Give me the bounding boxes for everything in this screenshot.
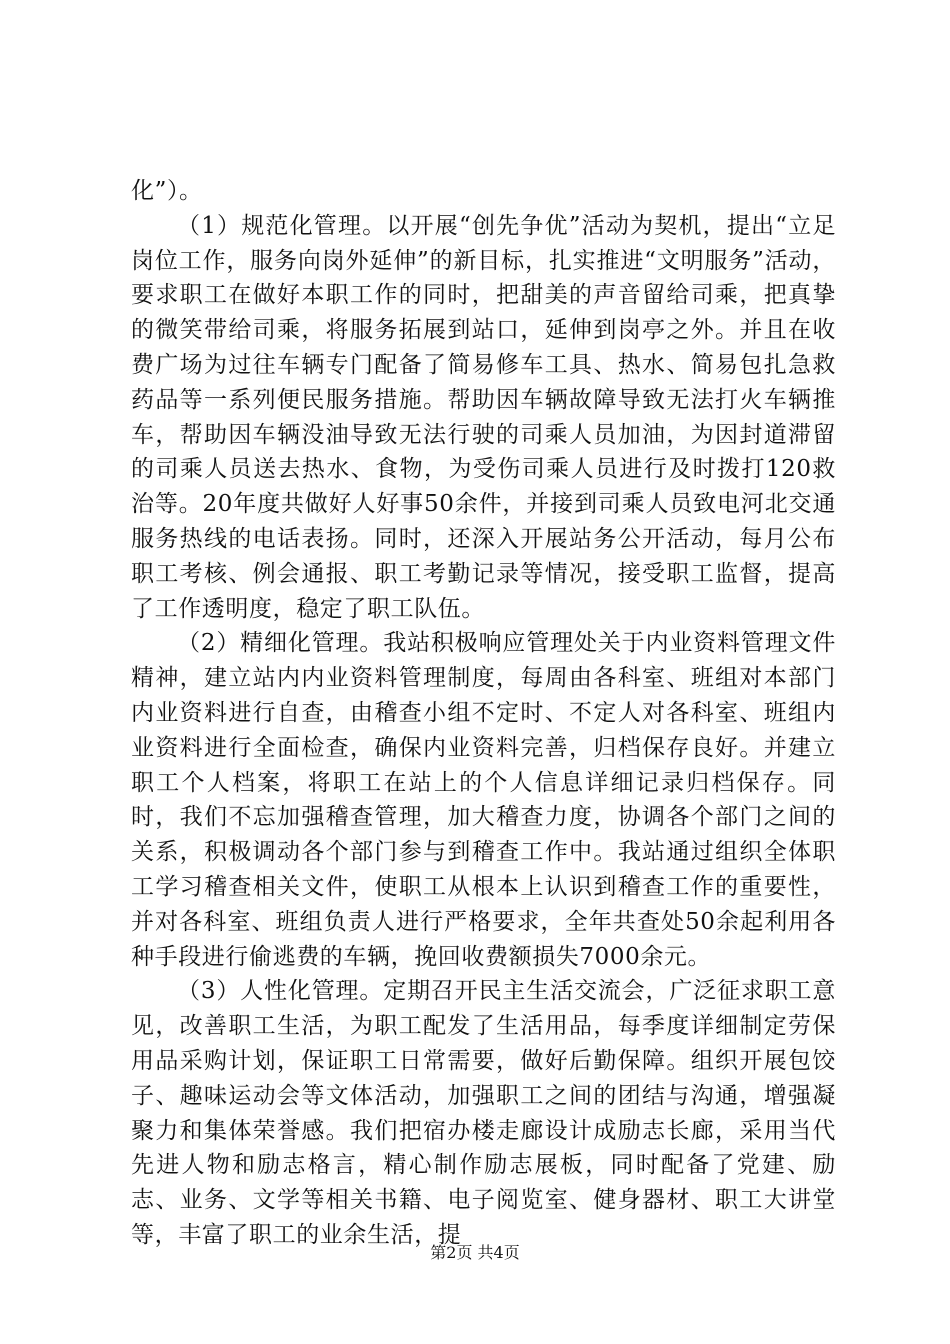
document-body [131,174,836,1253]
paragraph-continuation: 化”）。 [131,178,203,204]
paragraph-standardized-management: （1）规范化管理。以开展“创先争优”活动为契机，提出“立足岗位工作，服务向岗外延伸”的新目标，扎实推进“文明服务”活动，要求职工在做好本职工作的同时，把甜美的声音留给司乘，把真挚的微笑带给司乘，将服务拓展到站口，延伸到岗亭之外。并且在收费广场为过往车辆专门配备了简易修车工具、热水、简易包扎急救药品等一系列便民服务措施。帮助因车辆故障导致无法打火车辆推车，帮助因车辆没油导致无法行驶的司乘人员加油，为因封道滞留的司乘人员送去热水、食物，为受伤司乘人员进行及时拨打120救治等。20年度共做好人好事50余件，并接到司乘人员致电河北交通服务热线的电话表扬。同时，还深入开展站务公开活动，每月公布职工考核、例会通报、职工考勤记录等情况，接受职工监督，提高了工作透明度，稳定了职工队伍。 [131,212,836,622]
paragraph-humanized-management: （3）人性化管理。定期召开民主生活交流会，广泛征求职工意见，改善职工生活，为职工配发了生活用品，每季度详细制定劳保用品采购计划，保证职工日常需要，做好后勤保障。组织开展包饺子、趣味运动会等文体活动，加强职工之间的团结与沟通，增强凝聚力和集体荣誉感。我们把宿办楼走廊设计成励志长廊，采用当代先进人物和励志格言，精心制作励志展板，同时配备了党建、励志、业务、文学等相关书籍、电子阅览室、健身器材、职工大讲堂等，丰富了职工的业余生活，提 [131,978,836,1248]
paragraph-refined-management: （2）精细化管理。我站积极响应管理处关于内业资料管理文件精神，建立站内内业资料管理制度，每周由各科室、班组对本部门内业资料进行自查，由稽查小组不定时、不定人对各科室、班组内业资料进行全面检查，确保内业资料完善，归档保存良好。并建立职工个人档案，将职工在站上的个人信息详细记录归档保存。同时，我们不忘加强稽查管理，加大稽查力度，协调各个部门之间的关系，积极调动各个部门参与到稽查工作中。我站通过组织全体职工学习稽查相关文件，使职工从根本上认识到稽查工作的重要性，并对各科室、班组负责人进行严格要求，全年共查处50余起利用各种手段进行偷逃费的车辆，挽回收费额损失7000余元。 [131,630,836,970]
page-number-label: 第2页 共4页 [430,1243,520,1262]
page-footer [0,1243,950,1263]
